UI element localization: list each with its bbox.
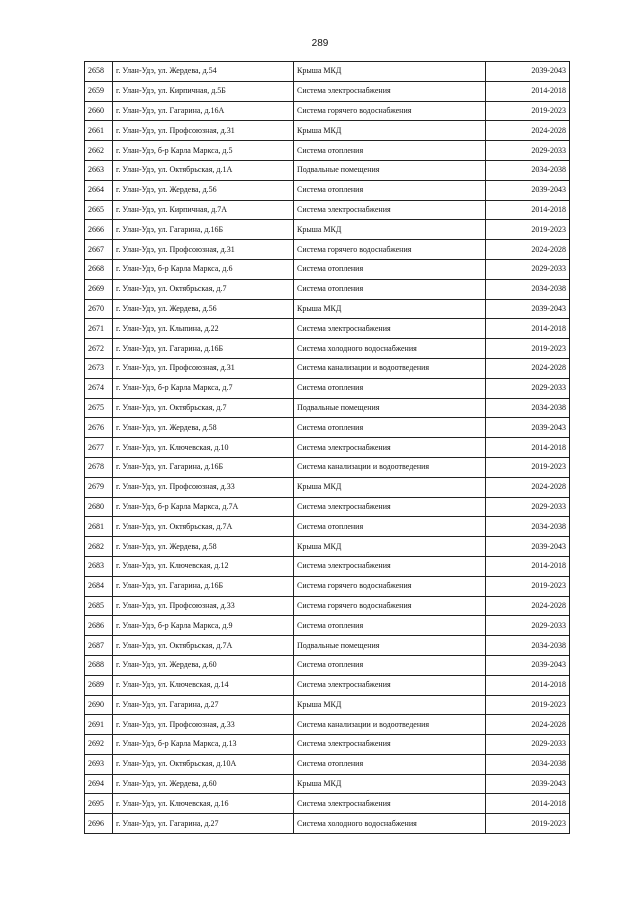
row-address: г. Улан-Удэ, б-р Карла Маркса, д.9 xyxy=(113,616,294,636)
table-row xyxy=(85,814,570,834)
row-period: 2034-2038 xyxy=(486,636,570,656)
row-address: г. Улан-Удэ, ул. Октябрьская, д.1А xyxy=(113,160,294,180)
table-row xyxy=(85,339,570,359)
table-row xyxy=(85,576,570,596)
table-row xyxy=(85,517,570,537)
row-period: 2019-2023 xyxy=(486,101,570,121)
row-period: 2029-2033 xyxy=(486,259,570,279)
row-address: г. Улан-Удэ, ул. Жердева, д.56 xyxy=(113,299,294,319)
row-number: 2685 xyxy=(85,596,113,616)
row-period: 2034-2038 xyxy=(486,517,570,537)
row-number: 2665 xyxy=(85,200,113,220)
row-system: Система отопления xyxy=(294,141,486,161)
row-number: 2667 xyxy=(85,240,113,260)
row-system: Система отопления xyxy=(294,180,486,200)
table-row xyxy=(85,695,570,715)
table-row xyxy=(85,477,570,497)
table-row xyxy=(85,121,570,141)
row-system: Система электроснабжения xyxy=(294,81,486,101)
row-address: г. Улан-Удэ, ул. Профсоюзная, д.31 xyxy=(113,121,294,141)
row-number: 2662 xyxy=(85,141,113,161)
table-row xyxy=(85,675,570,695)
table-row xyxy=(85,62,570,82)
row-system: Система электроснабжения xyxy=(294,200,486,220)
row-system: Подвальные помещения xyxy=(294,636,486,656)
row-address: г. Улан-Удэ, б-р Карла Маркса, д.7 xyxy=(113,378,294,398)
row-address: г. Улан-Удэ, ул. Гагарина, д.27 xyxy=(113,814,294,834)
row-system: Система отопления xyxy=(294,378,486,398)
row-system: Система холодного водоснабжения xyxy=(294,814,486,834)
row-system: Крыша МКД xyxy=(294,299,486,319)
row-address: г. Улан-Удэ, ул. Жердева, д.58 xyxy=(113,537,294,557)
row-address: г. Улан-Удэ, ул. Ключевская, д.14 xyxy=(113,675,294,695)
row-address: г. Улан-Удэ, ул. Кирпичная, д.5Б xyxy=(113,81,294,101)
row-system: Крыша МКД xyxy=(294,477,486,497)
row-address: г. Улан-Удэ, ул. Гагарина, д.16Б xyxy=(113,457,294,477)
row-address: г. Улан-Удэ, б-р Карла Маркса, д.13 xyxy=(113,735,294,755)
table-row xyxy=(85,735,570,755)
table-row xyxy=(85,794,570,814)
row-system: Крыша МКД xyxy=(294,121,486,141)
table-row xyxy=(85,259,570,279)
registry-table xyxy=(84,61,570,834)
row-system: Система горячего водоснабжения xyxy=(294,240,486,260)
row-period: 2014-2018 xyxy=(486,556,570,576)
row-period: 2014-2018 xyxy=(486,200,570,220)
table-row xyxy=(85,141,570,161)
row-number: 2675 xyxy=(85,398,113,418)
row-period: 2039-2043 xyxy=(486,62,570,82)
row-system: Система электроснабжения xyxy=(294,497,486,517)
row-system: Подвальные помещения xyxy=(294,398,486,418)
row-address: г. Улан-Удэ, ул. Профсоюзная, д.33 xyxy=(113,715,294,735)
table-row xyxy=(85,616,570,636)
row-number: 2691 xyxy=(85,715,113,735)
table-row xyxy=(85,240,570,260)
row-period: 2019-2023 xyxy=(486,576,570,596)
row-number: 2670 xyxy=(85,299,113,319)
row-system: Система горячего водоснабжения xyxy=(294,576,486,596)
table-row xyxy=(85,497,570,517)
row-number: 2673 xyxy=(85,358,113,378)
row-period: 2034-2038 xyxy=(486,754,570,774)
row-address: г. Улан-Удэ, ул. Клыпина, д.22 xyxy=(113,319,294,339)
row-address: г. Улан-Удэ, ул. Гагарина, д.16А xyxy=(113,101,294,121)
table-row xyxy=(85,715,570,735)
row-address: г. Улан-Удэ, ул. Ключевская, д.16 xyxy=(113,794,294,814)
row-number: 2678 xyxy=(85,457,113,477)
row-system: Крыша МКД xyxy=(294,62,486,82)
row-address: г. Улан-Удэ, ул. Жердева, д.56 xyxy=(113,180,294,200)
table-row xyxy=(85,279,570,299)
row-address: г. Улан-Удэ, ул. Жердева, д.58 xyxy=(113,418,294,438)
row-address: г. Улан-Удэ, ул. Октябрьская, д.10А xyxy=(113,754,294,774)
row-period: 2019-2023 xyxy=(486,339,570,359)
row-period: 2029-2033 xyxy=(486,616,570,636)
row-period: 2019-2023 xyxy=(486,814,570,834)
row-number: 2696 xyxy=(85,814,113,834)
row-address: г. Улан-Удэ, б-р Карла Маркса, д.7А xyxy=(113,497,294,517)
row-address: г. Улан-Удэ, б-р Карла Маркса, д.5 xyxy=(113,141,294,161)
table-row xyxy=(85,655,570,675)
row-period: 2014-2018 xyxy=(486,81,570,101)
row-address: г. Улан-Удэ, ул. Ключевская, д.12 xyxy=(113,556,294,576)
page-number: 289 xyxy=(311,38,329,49)
row-address: г. Улан-Удэ, ул. Гагарина, д.27 xyxy=(113,695,294,715)
row-period: 2024-2028 xyxy=(486,477,570,497)
row-system: Система электроснабжения xyxy=(294,735,486,755)
row-address: г. Улан-Удэ, ул. Жердева, д.60 xyxy=(113,655,294,675)
registry-table-body xyxy=(85,62,570,834)
row-address: г. Улан-Удэ, ул. Профсоюзная, д.33 xyxy=(113,596,294,616)
row-system: Система холодного водоснабжения xyxy=(294,339,486,359)
row-number: 2658 xyxy=(85,62,113,82)
row-number: 2668 xyxy=(85,259,113,279)
row-address: г. Улан-Удэ, ул. Профсоюзная, д.31 xyxy=(113,240,294,260)
row-address: г. Улан-Удэ, ул. Гагарина, д.16Б xyxy=(113,220,294,240)
row-period: 2029-2033 xyxy=(486,497,570,517)
row-system: Система электроснабжения xyxy=(294,319,486,339)
row-system: Система канализации и водоотведения xyxy=(294,715,486,735)
row-address: г. Улан-Удэ, ул. Ключевская, д.10 xyxy=(113,438,294,458)
row-address: г. Улан-Удэ, ул. Октябрьская, д.7 xyxy=(113,398,294,418)
table-row xyxy=(85,457,570,477)
table-row xyxy=(85,537,570,557)
row-number: 2692 xyxy=(85,735,113,755)
row-system: Система электроснабжения xyxy=(294,438,486,458)
row-period: 2039-2043 xyxy=(486,774,570,794)
row-period: 2039-2043 xyxy=(486,537,570,557)
row-system: Система канализации и водоотведения xyxy=(294,457,486,477)
row-period: 2039-2043 xyxy=(486,180,570,200)
table-row xyxy=(85,556,570,576)
row-number: 2672 xyxy=(85,339,113,359)
row-system: Система отопления xyxy=(294,259,486,279)
row-system: Система канализации и водоотведения xyxy=(294,358,486,378)
table-row xyxy=(85,319,570,339)
row-system: Система отопления xyxy=(294,279,486,299)
row-number: 2679 xyxy=(85,477,113,497)
row-system: Система отопления xyxy=(294,616,486,636)
row-number: 2674 xyxy=(85,378,113,398)
row-period: 2034-2038 xyxy=(486,160,570,180)
row-period: 2029-2033 xyxy=(486,378,570,398)
table-row xyxy=(85,438,570,458)
row-period: 2039-2043 xyxy=(486,655,570,675)
table-row xyxy=(85,160,570,180)
row-system: Крыша МКД xyxy=(294,537,486,557)
row-period: 2024-2028 xyxy=(486,121,570,141)
table-row xyxy=(85,299,570,319)
row-address: г. Улан-Удэ, ул. Кирпичная, д.7А xyxy=(113,200,294,220)
table-row xyxy=(85,101,570,121)
row-period: 2014-2018 xyxy=(486,438,570,458)
row-period: 2019-2023 xyxy=(486,695,570,715)
row-period: 2029-2033 xyxy=(486,141,570,161)
row-address: г. Улан-Удэ, ул. Гагарина, д.16Б xyxy=(113,339,294,359)
row-number: 2669 xyxy=(85,279,113,299)
row-number: 2661 xyxy=(85,121,113,141)
row-system: Система электроснабжения xyxy=(294,794,486,814)
row-period: 2029-2033 xyxy=(486,735,570,755)
row-period: 2024-2028 xyxy=(486,715,570,735)
row-period: 2019-2023 xyxy=(486,220,570,240)
row-number: 2687 xyxy=(85,636,113,656)
row-number: 2688 xyxy=(85,655,113,675)
row-number: 2671 xyxy=(85,319,113,339)
row-number: 2664 xyxy=(85,180,113,200)
row-number: 2683 xyxy=(85,556,113,576)
row-address: г. Улан-Удэ, ул. Жердева, д.54 xyxy=(113,62,294,82)
row-period: 2024-2028 xyxy=(486,358,570,378)
row-system: Подвальные помещения xyxy=(294,160,486,180)
table-row xyxy=(85,81,570,101)
row-system: Система отопления xyxy=(294,655,486,675)
row-period: 2024-2028 xyxy=(486,240,570,260)
row-system: Система электроснабжения xyxy=(294,556,486,576)
row-system: Система горячего водоснабжения xyxy=(294,101,486,121)
row-number: 2663 xyxy=(85,160,113,180)
row-number: 2666 xyxy=(85,220,113,240)
row-address: г. Улан-Удэ, ул. Октябрьская, д.7А xyxy=(113,636,294,656)
row-period: 2034-2038 xyxy=(486,279,570,299)
row-period: 2039-2043 xyxy=(486,418,570,438)
row-system: Крыша МКД xyxy=(294,774,486,794)
row-number: 2689 xyxy=(85,675,113,695)
row-number: 2694 xyxy=(85,774,113,794)
row-number: 2681 xyxy=(85,517,113,537)
row-address: г. Улан-Удэ, ул. Жердева, д.60 xyxy=(113,774,294,794)
row-number: 2677 xyxy=(85,438,113,458)
table-row xyxy=(85,636,570,656)
row-system: Система горячего водоснабжения xyxy=(294,596,486,616)
row-number: 2686 xyxy=(85,616,113,636)
row-period: 2034-2038 xyxy=(486,398,570,418)
row-period: 2039-2043 xyxy=(486,299,570,319)
table-row xyxy=(85,220,570,240)
row-number: 2693 xyxy=(85,754,113,774)
row-system: Система отопления xyxy=(294,418,486,438)
row-number: 2695 xyxy=(85,794,113,814)
table-row xyxy=(85,180,570,200)
row-number: 2676 xyxy=(85,418,113,438)
row-number: 2660 xyxy=(85,101,113,121)
table-row xyxy=(85,358,570,378)
table-row xyxy=(85,418,570,438)
row-period: 2014-2018 xyxy=(486,794,570,814)
row-address: г. Улан-Удэ, ул. Профсоюзная, д.33 xyxy=(113,477,294,497)
row-period: 2014-2018 xyxy=(486,675,570,695)
row-period: 2019-2023 xyxy=(486,457,570,477)
row-number: 2682 xyxy=(85,537,113,557)
row-period: 2014-2018 xyxy=(486,319,570,339)
row-period: 2024-2028 xyxy=(486,596,570,616)
table-row xyxy=(85,596,570,616)
row-number: 2684 xyxy=(85,576,113,596)
table-row xyxy=(85,774,570,794)
row-address: г. Улан-Удэ, ул. Октябрьская, д.7А xyxy=(113,517,294,537)
row-system: Крыша МКД xyxy=(294,220,486,240)
row-number: 2659 xyxy=(85,81,113,101)
table-row xyxy=(85,378,570,398)
table-row xyxy=(85,754,570,774)
table-row xyxy=(85,398,570,418)
row-number: 2680 xyxy=(85,497,113,517)
row-address: г. Улан-Удэ, ул. Профсоюзная, д.31 xyxy=(113,358,294,378)
table-row xyxy=(85,200,570,220)
row-system: Система отопления xyxy=(294,517,486,537)
row-system: Система электроснабжения xyxy=(294,675,486,695)
row-number: 2690 xyxy=(85,695,113,715)
row-address: г. Улан-Удэ, б-р Карла Маркса, д.6 xyxy=(113,259,294,279)
row-address: г. Улан-Удэ, ул. Гагарина, д.16Б xyxy=(113,576,294,596)
row-address: г. Улан-Удэ, ул. Октябрьская, д.7 xyxy=(113,279,294,299)
row-system: Система отопления xyxy=(294,754,486,774)
row-system: Крыша МКД xyxy=(294,695,486,715)
